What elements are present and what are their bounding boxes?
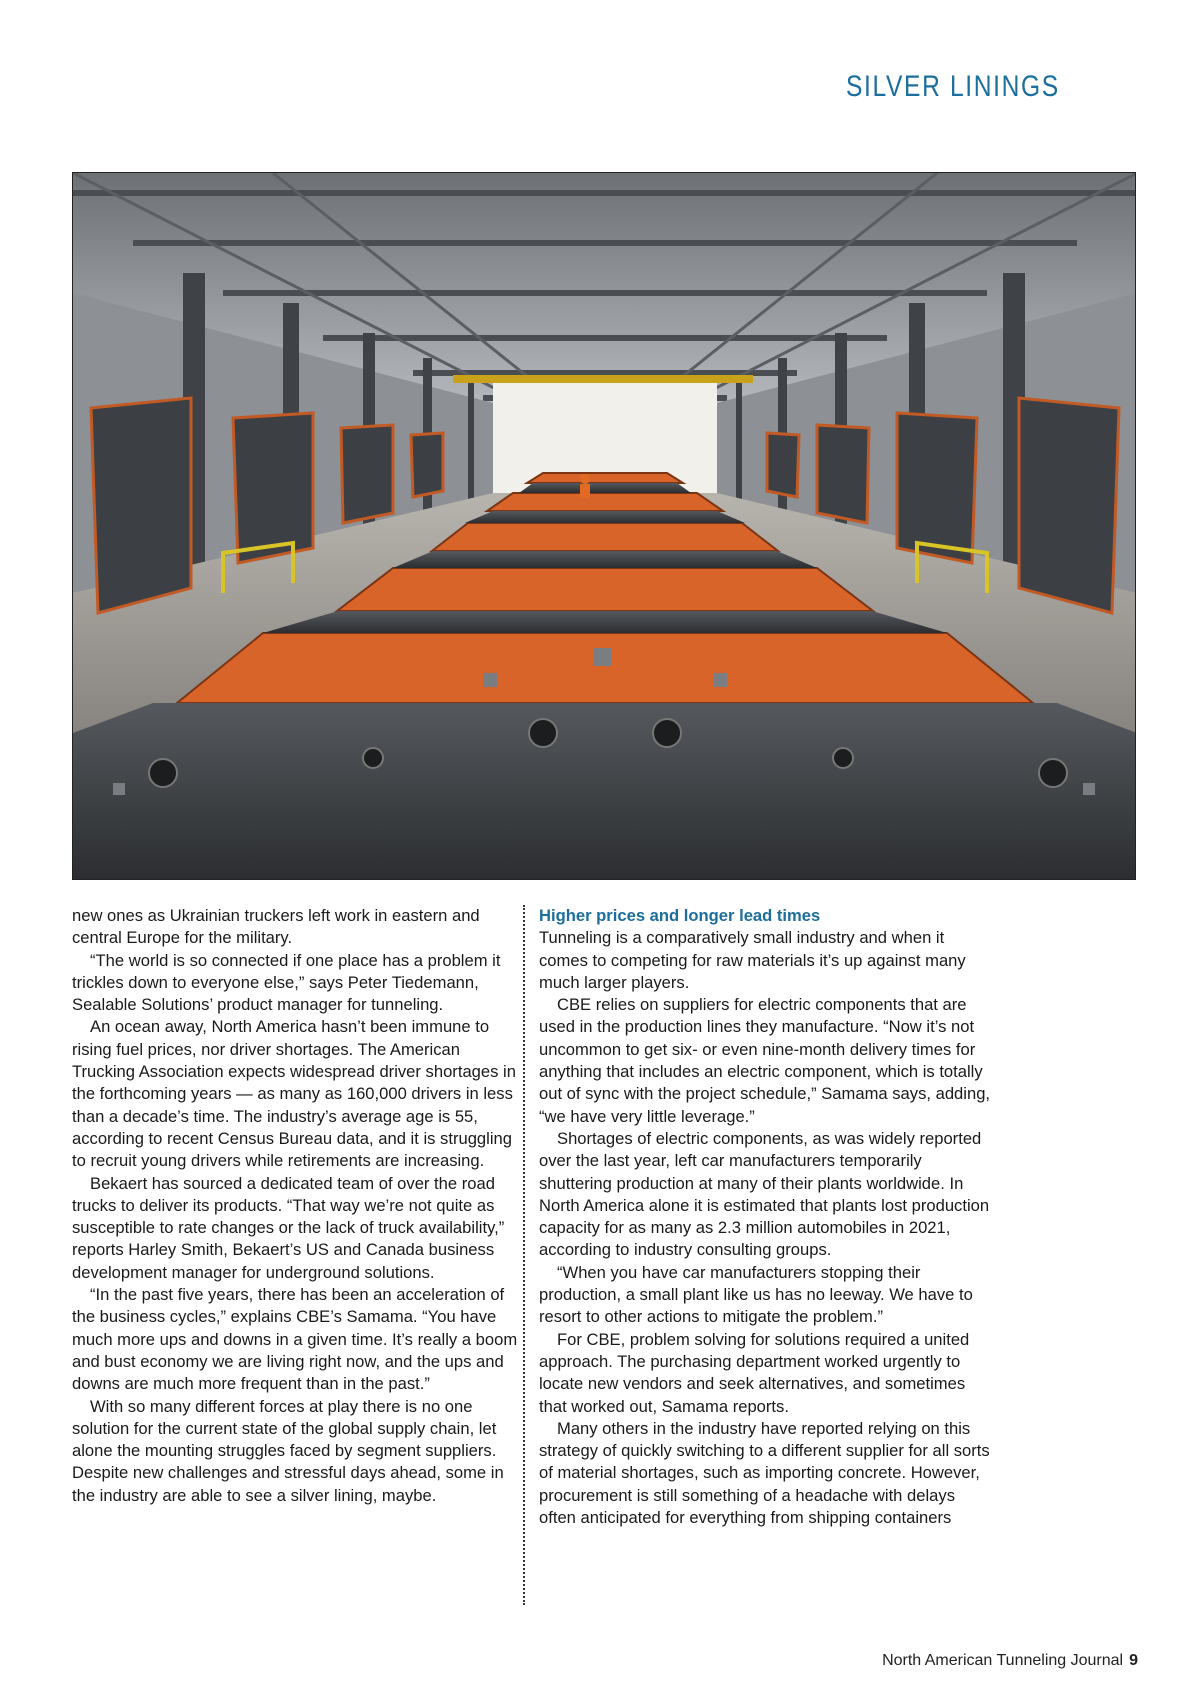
publication-name: North American Tunneling Journal bbox=[882, 1652, 1124, 1669]
paragraph: For CBE, problem solving for solutions required a united approach. The purchasing department worked urgently to locate new vendors and seek alternatives, and sometimes that worked out, Samama reports. bbox=[539, 1329, 970, 1416]
paragraph: “The world is so connected if one place has a problem it trickles down to everyone else,” says Peter Tiedemann, Sealable Solutions’ product manager for tunneling. bbox=[72, 950, 501, 1015]
right-column bbox=[539, 905, 994, 1529]
paragraph: Many others in the industry have reported relying on this strategy of quickly switching to a different supplier for all sorts of material shortages, such as importing concrete. However, procurement is still something of a headache with delays often anticipated for everything from shipping containers bbox=[539, 1418, 990, 1528]
factory-photo bbox=[72, 172, 1136, 880]
paragraph: new ones as Ukrainian truckers left work in eastern and central Europe for the military. bbox=[72, 906, 480, 948]
paragraph: Tunneling is a comparatively small industry and when it comes to competing for raw materials it’s up against many much larger players. bbox=[539, 928, 966, 992]
left-column bbox=[72, 905, 522, 1507]
section-title: SILVER LININGS bbox=[846, 70, 1060, 103]
paragraph: Bekaert has sourced a dedicated team of over the road trucks to deliver its products. “That way we’re not quite as susceptible to rate changes or the lack of truck availability,” reports Harley Smith, Bekaert’s US and Canada business development manager for underground solutions. bbox=[72, 1173, 505, 1282]
subheading: Higher prices and longer lead times bbox=[539, 906, 821, 925]
factory-photo-icon bbox=[73, 173, 1136, 880]
paragraph: With so many different forces at play there is no one solution for the current state of the global supply chain, let alone the mounting struggles faced by segment suppliers. Despite new challenges and stressful days ahead, some in the industry are able to see a silver lining, maybe. bbox=[72, 1396, 504, 1505]
column-divider bbox=[523, 905, 525, 1605]
paragraph: CBE relies on suppliers for electric components that are used in the production lines they manufacture. “Now it’s not uncommon to get six- or even nine-month delivery times for anything that includes an electric component, which is totally out of sync with the project schedule,” Samama says, adding, “we have very little leverage.” bbox=[539, 995, 991, 1126]
page-footer bbox=[882, 1652, 1138, 1670]
paragraph: An ocean away, North America hasn’t been immune to rising fuel prices, nor driver shortages. The American Trucking Association expects widespread driver shortages in the forthcoming years — as many as 160,000 drivers in less than a decade’s time. The industry’s average age is 55, according to recent Census Bureau data, and it is struggling to recruit young drivers while retirements are increasing. bbox=[72, 1017, 516, 1171]
paragraph: Shortages of electric components, as was widely reported over the last year, left car manufacturers temporarily shuttering production at many of their plants worldwide. In North America alone it is estimated that plants lost production capacity for as many as 2.3 million automobiles in 2021, according to industry consulting groups. bbox=[539, 1128, 990, 1260]
paragraph: “In the past five years, there has been an acceleration of the business cycles,” explains CBE’s Samama. “You have much more ups and downs in a given time. It’s really a boom and bust economy we are living right now, and the ups and downs are much more frequent than in the past.” bbox=[72, 1285, 518, 1394]
page-number: 9 bbox=[1129, 1652, 1138, 1669]
paragraph: “When you have car manufacturers stopping their production, a small plant like us has no leeway. We have to resort to other actions to mitigate the problem.” bbox=[539, 1262, 973, 1327]
